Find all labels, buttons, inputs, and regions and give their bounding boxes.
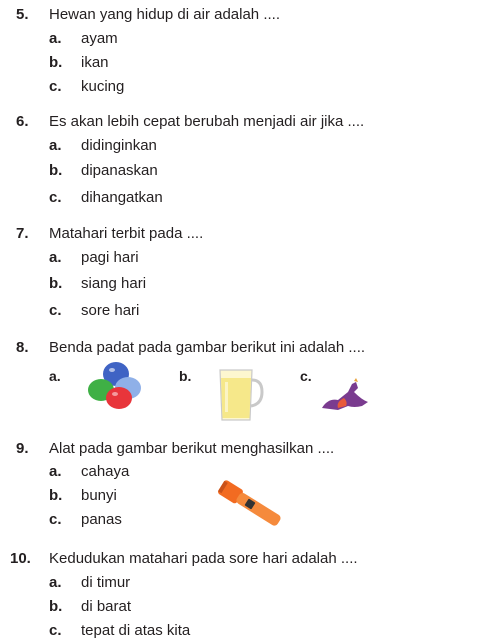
flashlight-image [212, 478, 288, 530]
question-number: 10. [10, 550, 31, 567]
question-text: Kedudukan matahari pada sore hari adalah .... [49, 550, 358, 567]
option-9a[interactable]: a. cahaya [49, 463, 130, 480]
option-7c[interactable]: c. sore hari [49, 302, 140, 319]
question-number: 8. [16, 339, 29, 356]
option-6a[interactable]: a. didinginkan [49, 137, 157, 154]
question-text: Benda padat pada gambar berikut ini adalah .... [49, 339, 366, 356]
juice-glass-image [216, 366, 264, 424]
question-text: Es akan lebih cepat berubah menjadi air jika .... [49, 113, 365, 130]
question-text: Matahari terbit pada .... [49, 225, 204, 242]
question-number: 6. [16, 113, 29, 130]
question-number: 9. [16, 440, 29, 457]
option-7b[interactable]: b. siang hari [49, 275, 147, 292]
balloons-image [86, 360, 146, 412]
option-5b[interactable]: b. ikan [49, 54, 109, 71]
option-6b[interactable]: b. dipanaskan [49, 162, 158, 179]
option-7a[interactable]: a. pagi hari [49, 249, 139, 266]
option-9c[interactable]: c. panas [49, 511, 122, 528]
question-text: Hewan yang hidup di air adalah .... [49, 6, 280, 23]
option-8c[interactable]: c. [300, 368, 312, 384]
question-number: 7. [16, 225, 29, 242]
question-number: 5. [16, 6, 29, 23]
option-8a[interactable]: a. [49, 368, 61, 384]
option-10b[interactable]: b. di barat [49, 598, 132, 615]
option-6c[interactable]: c. dihangatkan [49, 189, 163, 206]
option-10a[interactable]: a. di timur [49, 574, 131, 591]
option-8b[interactable]: b. [179, 368, 192, 384]
option-5a[interactable]: a. ayam [49, 30, 118, 47]
option-5c[interactable]: c. kucing [49, 78, 125, 95]
option-9b[interactable]: b. bunyi [49, 487, 117, 504]
option-10c[interactable]: c. tepat di atas kita [49, 622, 191, 639]
toy-kangaroo-image [318, 378, 372, 414]
question-text: Alat pada gambar berikut menghasilkan .... [49, 440, 335, 457]
